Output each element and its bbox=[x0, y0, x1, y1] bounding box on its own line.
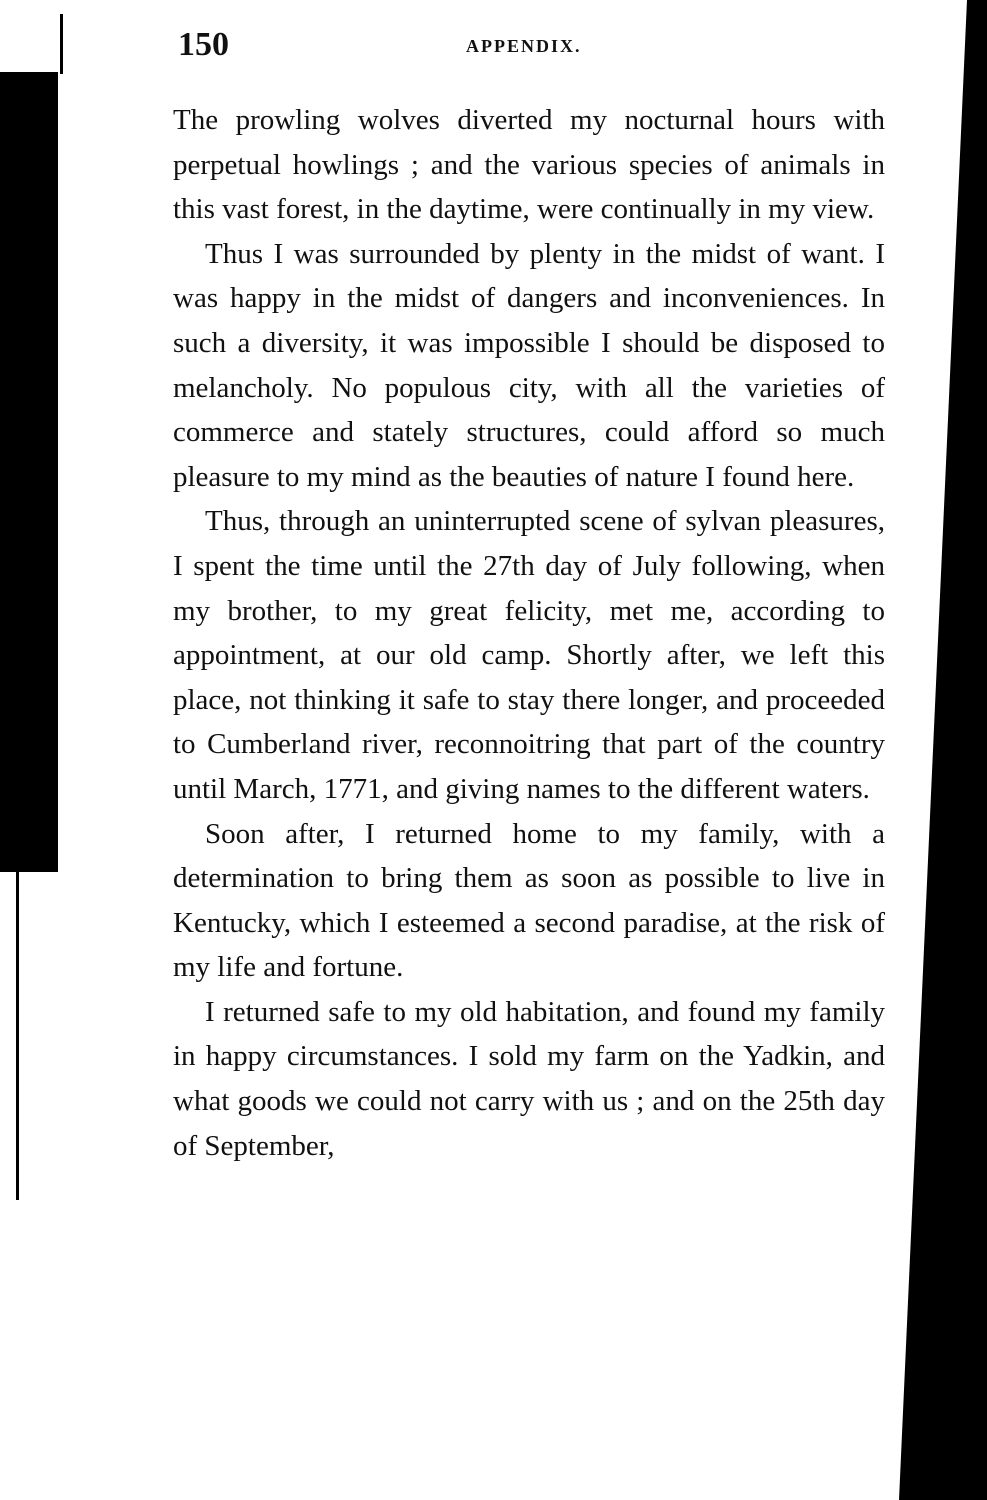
scan-left-gutter bbox=[0, 72, 58, 872]
scan-right-edge-shadow bbox=[887, 0, 987, 1500]
running-head: APPENDIX. bbox=[466, 36, 582, 56]
paragraph-5: I returned safe to my old habitation, and found my family in happy circumstances. I sold my farm on the Yadkin, and what goods we could not carry with us ; and on the 25th day of September, bbox=[173, 995, 885, 1162]
page-body bbox=[173, 98, 885, 1168]
scan-left-thin-line bbox=[16, 860, 19, 1200]
paragraph-1: The prowling wolves diverted my nocturnal hours with perpetual howlings ; and the various species of animals in this vast forest, in the daytime, were continually in my view. bbox=[173, 104, 885, 226]
paragraph-2: Thus I was surrounded by plenty in the midst of want. I was happy in the midst of dangers and inconveniences. In such a diversity, it was impossible I should be disposed to melancholy. No populous city, with all the varieties of commerce and stately structures, could afford so much pleasure to my mind as the beauties of nature I found here. bbox=[173, 237, 885, 493]
scan-left-line bbox=[60, 14, 63, 74]
page-number: 150 bbox=[178, 26, 229, 63]
paragraph-4: Soon after, I returned home to my family, with a determination to bring them as soon as possible to live in Kentucky, which I esteemed a second paradise, at the risk of my life and fortune. bbox=[173, 817, 885, 984]
page-header bbox=[178, 26, 878, 70]
paragraph-3: Thus, through an uninterrupted scene of sylvan pleasures, I spent the time until the 27th day of July following, when my brother, to my great felicity, met me, according to appointment, at our old camp. Shortly after, we left this place, not thinking it safe to stay there longer, and proceeded to Cumberland river, reconnoitring that part of the country until March, 1771, and giving names to the different waters. bbox=[173, 505, 885, 805]
